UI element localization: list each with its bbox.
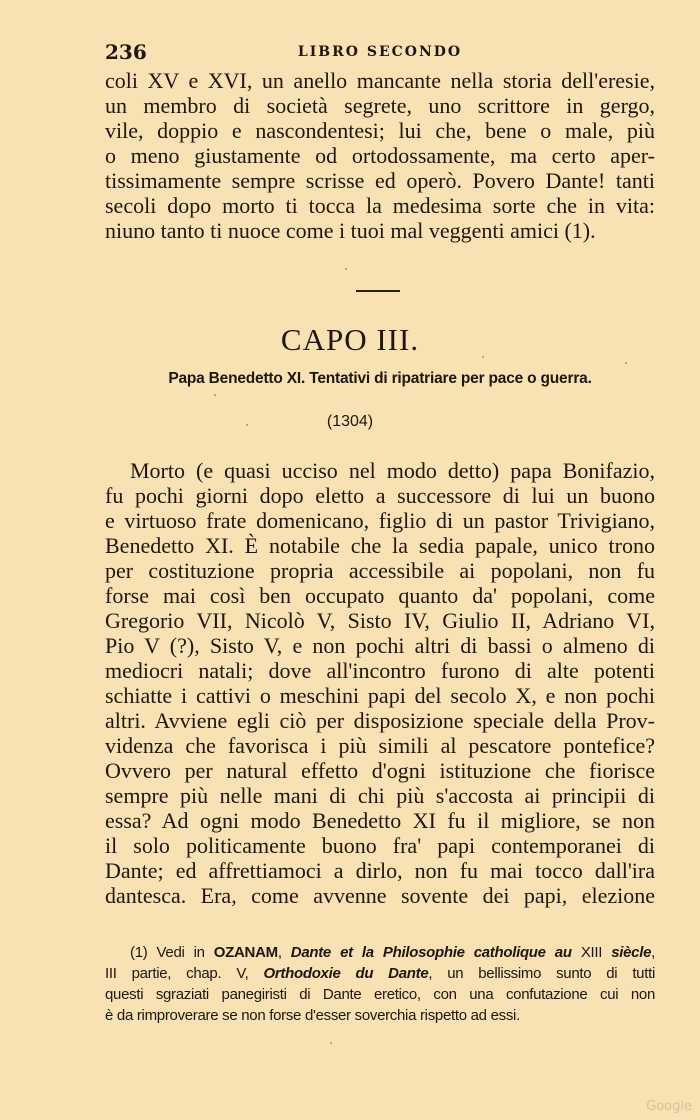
watermark: Google bbox=[646, 1099, 692, 1114]
page-number: 236 bbox=[105, 40, 147, 64]
chapter-title: CAPO III. bbox=[280, 322, 420, 357]
text-line: vile, doppio e nascondentesi; lui che, bene o male, più bbox=[105, 118, 655, 143]
footnote-line: è da rimproverare se non forse d'esser soverchia rispetto ad essi. bbox=[105, 1007, 520, 1024]
text-line: sempre più nelle mani di chi più s'accosta ai principii di bbox=[105, 783, 655, 808]
page-header bbox=[105, 40, 655, 66]
footnote-work-title: Dante et la Philosophie catholique au bbox=[290, 944, 572, 961]
text-line: videnza che favorisca i più simili al pescatore pontefice? bbox=[105, 733, 655, 758]
text-line: Ovvero per natural effetto d'ogni istituzione che fiorisce bbox=[105, 758, 655, 783]
footnote-reference: III partie, chap. V, bbox=[105, 965, 264, 982]
footnote-comma: , bbox=[651, 944, 655, 961]
footnote-marker: (1) Vedi in bbox=[130, 944, 214, 961]
chapter-year: (1304) bbox=[326, 413, 374, 430]
footnote bbox=[105, 942, 655, 1026]
text-line: Benedetto XI. È notabile che la sedia papale, unico trono bbox=[105, 533, 655, 558]
footnote-separator: , bbox=[277, 944, 291, 961]
text-line: essa? Ad ogni modo Benedetto XI fu il migliore, se non bbox=[105, 808, 655, 833]
text-line: coli XV e XVI, un anello mancante nella storia dell'eresie, bbox=[105, 68, 655, 93]
main-paragraph bbox=[105, 458, 655, 908]
paper-speck bbox=[345, 268, 347, 270]
paper-speck bbox=[214, 394, 216, 396]
paper-speck bbox=[482, 356, 484, 358]
footnote-line bbox=[105, 942, 655, 963]
text-line: per costituzione propria accessibile ai popolani, non fu bbox=[105, 558, 655, 583]
top-paragraph bbox=[105, 68, 655, 243]
footnote-line bbox=[105, 963, 655, 984]
text-line: il solo politicamente buono fra' papi contemporanei di bbox=[105, 833, 655, 858]
text-line: schiatte i cattivi o meschini papi del secolo X, e non pochi bbox=[105, 683, 655, 708]
running-head: LIBRO SECONDO bbox=[297, 44, 463, 60]
paper-speck bbox=[330, 1042, 332, 1044]
text-line: fu pochi giorni dopo eletto a successore di lui un buono bbox=[105, 483, 655, 508]
text-line: altri. Avviene egli ciò per disposizione speciale della Prov- bbox=[105, 708, 655, 733]
footnote-chapter-title: Orthodoxie du Dante bbox=[263, 965, 429, 982]
text-line: secoli dopo morto ti tocca la medesima sorte che in vita: bbox=[105, 193, 655, 218]
text-line: dantesca. Era, come avvenne sovente dei papi, elezione bbox=[105, 883, 655, 908]
footnote-author: OZANAM bbox=[213, 944, 278, 961]
text-line: tissimamente sempre scrisse ed operò. Povero Dante! tanti bbox=[105, 168, 655, 193]
paper-speck bbox=[246, 424, 248, 426]
text-line: o meno giustamente od ortodossamente, ma certo aper- bbox=[105, 143, 655, 168]
text-line: e virtuoso frate domenicano, figlio di un pastor Trivigiano, bbox=[105, 508, 655, 533]
section-divider bbox=[356, 290, 400, 292]
text-line: Gregorio VII, Nicolò V, Sisto IV, Giulio II, Adriano VI, bbox=[105, 608, 655, 633]
footnote-text: , un bellissimo sunto di tutti bbox=[428, 965, 655, 982]
text-line: Morto (e quasi ucciso nel modo detto) papa Bonifazio, bbox=[130, 458, 655, 483]
footnote-line: questi sgraziati panegiristi di Dante eretico, con una confutazione cui non bbox=[105, 986, 655, 1003]
text-line: Pio V (?), Sisto V, e non pochi altri di bassi o almeno di bbox=[105, 633, 655, 658]
chapter-subtitle: Papa Benedetto XI. Tentativi di ripatriare per pace o guerra. bbox=[168, 370, 592, 387]
text-line: niuno tanto ti nuoce come i tuoi mal veggenti amici (1). bbox=[105, 218, 596, 243]
text-line: Dante; ed affrettiamoci a dirlo, non fu mai tocco dall'ira bbox=[105, 858, 655, 883]
footnote-century: XIII bbox=[571, 944, 612, 961]
paper-speck bbox=[625, 362, 627, 364]
text-line: un membro di società segrete, uno scrittore in gergo, bbox=[105, 93, 655, 118]
text-line: mediocri natali; dove all'incontro furono di alte potenti bbox=[105, 658, 655, 683]
footnote-work-title-end: siècle bbox=[611, 944, 652, 961]
text-line: forse mai così ben occupato quanto da' popolani, come bbox=[105, 583, 655, 608]
